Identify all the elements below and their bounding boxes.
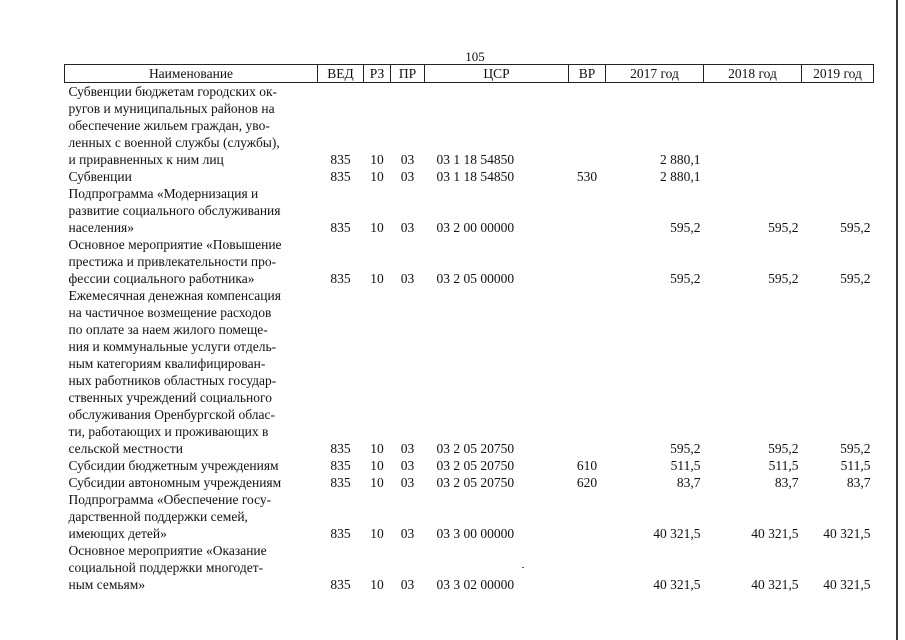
header-row: [65, 65, 874, 83]
row-name-line: ных работников областных государ-: [68, 373, 277, 388]
cell-pr: 03: [400, 152, 415, 167]
cell-ved: 835: [330, 271, 351, 286]
header-name: Наименование: [65, 65, 318, 83]
cell-rz: 10: [370, 152, 384, 167]
row-name-line: Основное мероприятие «Повышение: [68, 237, 282, 252]
row-name-line: Подпрограмма «Модернизация и: [68, 186, 259, 201]
cell-2019: 83,7: [846, 475, 871, 490]
cell-2018: 83,7: [774, 475, 799, 490]
table-row: [65, 542, 874, 593]
row-name-line: Субвенции бюджетам городских ок-: [68, 84, 278, 99]
row-name-line: социальной поддержки многодет-: [68, 560, 264, 575]
cell-vr: [569, 287, 606, 457]
cell-2017: 595,2: [670, 441, 701, 456]
header-vr: ВР: [569, 65, 606, 83]
cell-2018: 40 321,5: [751, 577, 799, 592]
row-name-line: дарственной поддержки семей,: [68, 509, 248, 524]
cell-2018: 595,2: [768, 441, 799, 456]
cell-2017: 595,2: [670, 271, 701, 286]
table-body: [65, 83, 874, 594]
cell-2017: 40 321,5: [653, 577, 701, 592]
header-2017: 2017 год: [606, 65, 704, 83]
header-ved: ВЕД: [318, 65, 364, 83]
cell-vr: 610: [576, 458, 598, 473]
cell-2018: 511,5: [768, 458, 799, 473]
row-name-line: Субсидии автономным учреждениям: [68, 475, 282, 490]
cell-2019: 595,2: [840, 441, 871, 456]
row-name-line: ленных с военной службы (службы),: [68, 135, 280, 150]
row-name-line: престижа и привлекательности про-: [68, 254, 277, 269]
row-name: [65, 185, 318, 236]
cell-rz: 10: [370, 169, 384, 184]
page-number: 105: [465, 49, 485, 64]
row-name-line: ным семьям»: [68, 577, 146, 592]
header-2018: 2018 год: [704, 65, 802, 83]
cell-ved: 835: [330, 475, 351, 490]
row-name: [65, 542, 318, 593]
cell-2019: [802, 168, 874, 185]
cell-2017: 40 321,5: [653, 526, 701, 541]
cell-csr: 03 3 00 00000: [436, 526, 515, 541]
cell-pr: 03: [400, 577, 415, 592]
cell-pr: 03: [400, 441, 415, 456]
row-name-line: по оплате за наем жилого помеще-: [68, 322, 268, 337]
row-name-line: на частичное возмещение расходов: [68, 305, 272, 320]
header-pr: ПР: [391, 65, 425, 83]
row-name-line: обслуживания Оренбургской облас-: [68, 407, 276, 422]
cell-rz: 10: [370, 271, 384, 286]
cell-ved: 835: [330, 458, 351, 473]
header-2019: 2019 год: [802, 65, 874, 83]
cell-2017: 2 880,1: [660, 152, 701, 167]
table-row: [65, 287, 874, 457]
cell-rz: 10: [370, 441, 384, 456]
cell-2017: 511,5: [670, 458, 701, 473]
cell-2018: [704, 168, 802, 185]
cell-pr: 03: [400, 458, 415, 473]
cell-pr: 03: [400, 169, 415, 184]
cell-csr: 03 2 05 20750: [436, 441, 515, 456]
cell-vr: 620: [576, 475, 598, 490]
row-name-line: населения»: [68, 220, 135, 235]
cell-csr: 03 1 18 54850: [436, 169, 515, 184]
cell-2018: [704, 83, 802, 169]
cell-ved: 835: [330, 577, 351, 592]
row-name-line: ным категориям квалифицирован-: [68, 356, 266, 371]
cell-csr: 03 2 05 20750: [436, 475, 515, 490]
cell-2017: 83,7: [676, 475, 701, 490]
row-name-line: и приравненных к ним лиц: [68, 152, 224, 167]
cell-ved: 835: [330, 526, 351, 541]
cell-pr: 03: [400, 526, 415, 541]
header-csr: ЦСР: [425, 65, 569, 83]
row-name-line: Основное мероприятие «Оказание: [68, 543, 267, 558]
cell-rz: 10: [370, 577, 384, 592]
cell-vr: 530: [576, 169, 598, 184]
cell-ved: 835: [330, 169, 351, 184]
row-name: [65, 287, 318, 457]
table-row: [65, 185, 874, 236]
cell-ved: 835: [330, 152, 351, 167]
row-name-line: Субвенции: [68, 169, 132, 184]
table-row: [65, 168, 874, 185]
row-name: [65, 83, 318, 169]
row-name-line: ния и коммунальные услуги отдель-: [68, 339, 277, 354]
cell-2019: 511,5: [840, 458, 871, 473]
row-name: [65, 236, 318, 287]
table-row: [65, 474, 874, 491]
cell-csr: 03 2 00 00000: [436, 220, 515, 235]
cell-csr: 03 1 18 54850: [436, 152, 515, 167]
cell-2018: 595,2: [768, 220, 799, 235]
cell-2017: 2 880,1: [660, 169, 701, 184]
cell-csr: 03 2 05 00000: [436, 271, 515, 286]
row-name: [65, 168, 318, 185]
table-row: [65, 457, 874, 474]
table-row: [65, 236, 874, 287]
cell-rz: 10: [370, 220, 384, 235]
cell-2019: 595,2: [840, 220, 871, 235]
row-name-line: фессии социального работника»: [68, 271, 255, 286]
cell-ved: 835: [330, 220, 351, 235]
cell-2018: 40 321,5: [751, 526, 799, 541]
row-name-line: Подпрограмма «Обеспечение госу-: [68, 492, 272, 507]
cell-ved: 835: [330, 441, 351, 456]
row-name-line: развитие социального обслуживания: [68, 203, 281, 218]
cell-rz: 10: [370, 526, 384, 541]
table-row: [65, 83, 874, 169]
row-name: [65, 457, 318, 474]
budget-table: [64, 64, 874, 593]
cell-vr: [569, 491, 606, 542]
row-name-line: Ежемесячная денежная компенсация: [68, 288, 281, 303]
cell-2019: 40 321,5: [823, 526, 871, 541]
row-name-line: сельской местности: [68, 441, 183, 456]
row-name-line: ругов и муниципальных районов на: [68, 101, 275, 116]
cell-vr: [569, 542, 606, 593]
header-rz: РЗ: [364, 65, 391, 83]
row-name-line: ти, работающих и проживающих в: [68, 424, 269, 439]
cell-pr: 03: [400, 475, 415, 490]
table-row: [65, 491, 874, 542]
row-name-line: имеющих детей»: [68, 526, 167, 541]
row-name-line: Субсидии бюджетным учреждениям: [68, 458, 279, 473]
cell-csr: 03 2 05 20750: [436, 458, 515, 473]
cell-pr: 03: [400, 220, 415, 235]
cell-csr: 03 3 02 00000: [436, 577, 515, 592]
row-name-line: обеспечение жильем граждан, уво-: [68, 118, 270, 133]
cell-rz: 10: [370, 475, 384, 490]
row-name: [65, 491, 318, 542]
cell-2019: 40 321,5: [823, 577, 871, 592]
row-name-line: ственных учреждений социального: [68, 390, 272, 405]
cell-2017: 595,2: [670, 220, 701, 235]
cell-rz: 10: [370, 458, 384, 473]
cell-vr: [569, 83, 606, 169]
cell-2019: 595,2: [840, 271, 871, 286]
scan-edge-line: [896, 0, 898, 640]
cell-2018: 595,2: [768, 271, 799, 286]
cell-pr: 03: [400, 271, 415, 286]
cell-vr: [569, 185, 606, 236]
row-name: [65, 474, 318, 491]
cell-2019: [802, 83, 874, 169]
cell-vr: [569, 236, 606, 287]
